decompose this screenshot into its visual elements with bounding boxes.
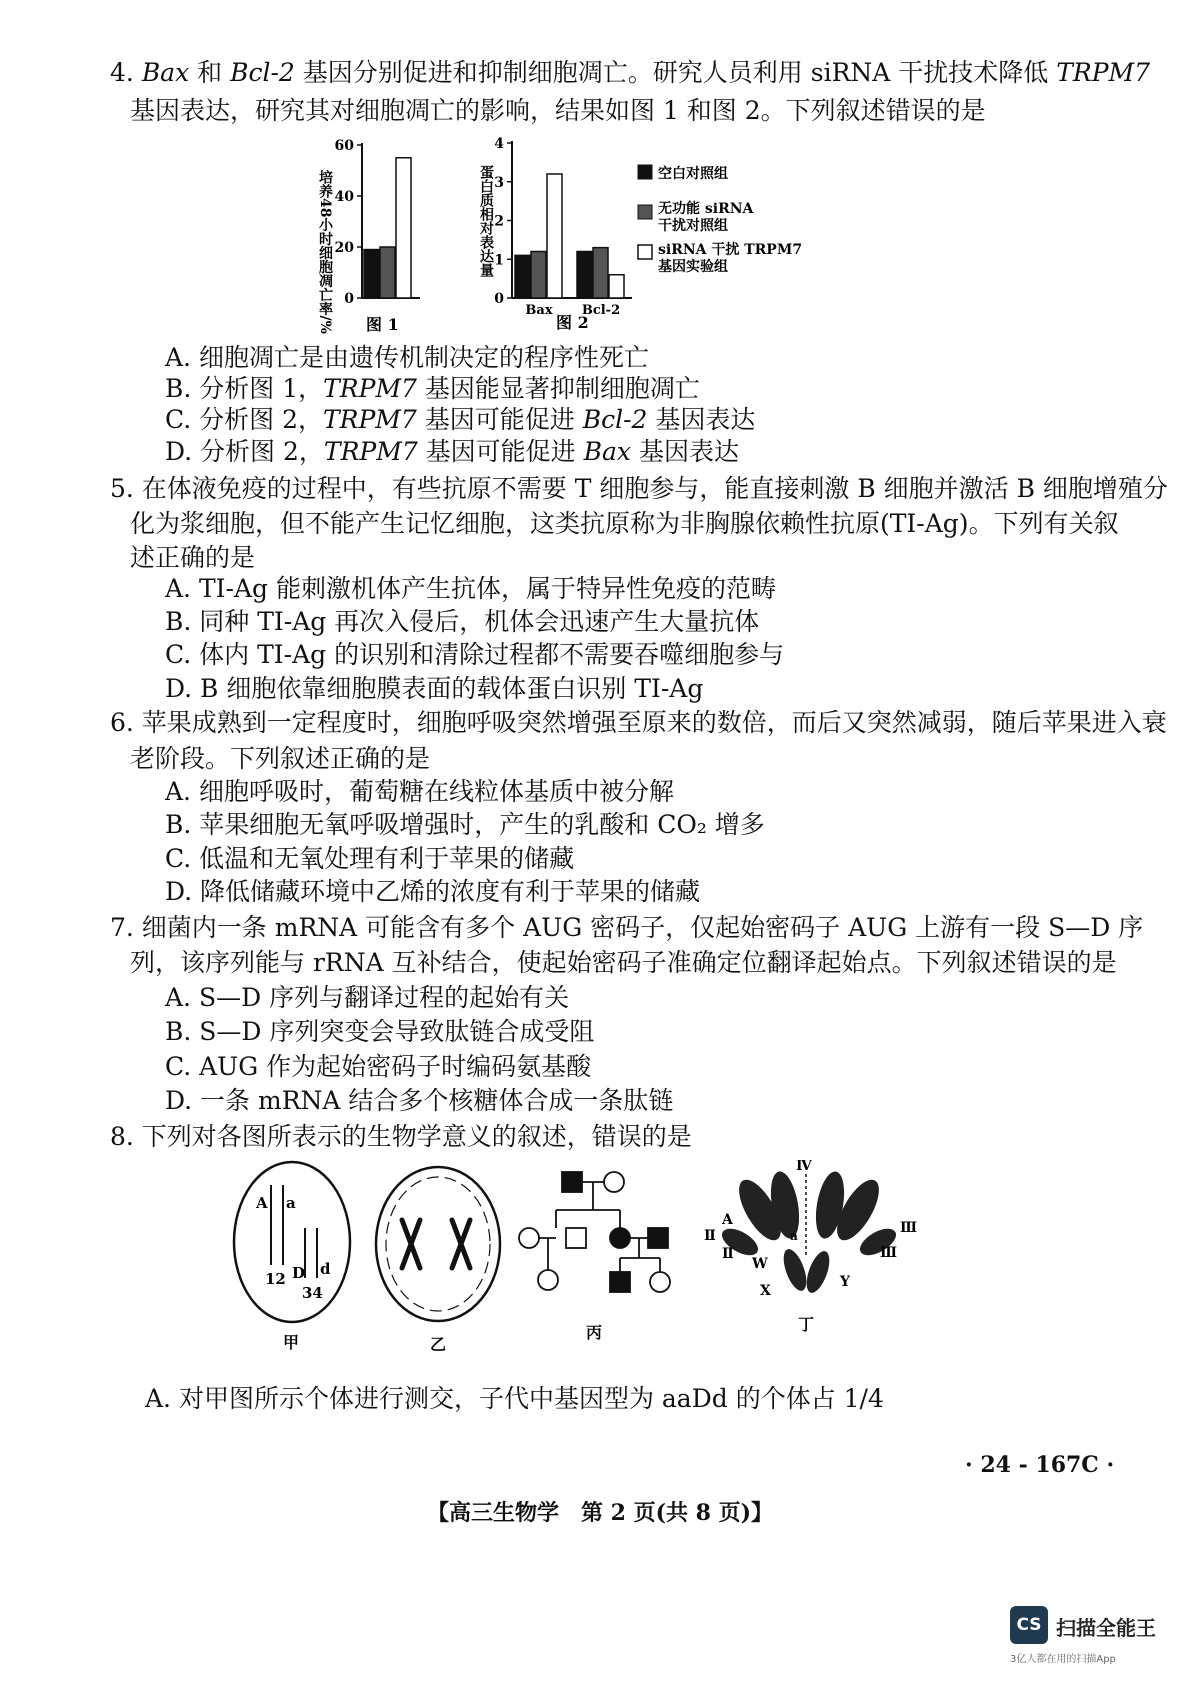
q5-option-a: A. TI-Ag 能刺激机体产生抗体，属于特异性免疫的范畴	[165, 574, 776, 603]
x-category-label: Bax	[525, 303, 553, 318]
q5-stem-line2: 化为浆细胞，但不能产生记忆细胞，这类抗原称为非胸腺依赖性抗原(TI-Ag)。下列有关叙	[130, 509, 1119, 538]
yi-inner-outline	[386, 1177, 490, 1311]
q5-stem-line3: 述正确的是	[130, 543, 256, 572]
q6-stem-line1: 6. 苹果成熟到一定程度时，细胞呼吸突然增强至原来的数倍，而后又突然减弱，随后苹果进入衰	[110, 708, 1167, 737]
legend-swatch-sirna-trpm7	[638, 245, 652, 259]
yi-chromosome-right	[452, 1220, 470, 1268]
bar	[364, 250, 379, 298]
fig1-ylabel: 培养48小时细胞凋亡率/%	[317, 170, 333, 334]
q7-stem-line2: 列，该序列能与 rRNA 互补结合，使起始密码子准确定位翻译起始点。下列叙述错误的是	[130, 948, 1117, 977]
q5-option-c: C. 体内 TI-Ag 的识别和清除过程都不需要吞噬细胞参与	[165, 640, 785, 669]
bing-caption: 丙	[586, 1323, 603, 1342]
y-tick-label: 3	[494, 174, 504, 191]
q6-option-d: D. 降低储藏环境中乙烯的浓度有利于苹果的储藏	[165, 877, 701, 906]
q6-option-a: A. 细胞呼吸时，葡萄糖在线粒体基质中被分解	[165, 777, 674, 806]
q4-option-c: C. 分析图 2，TRPM7 基因可能促进 Bcl-2 基因表达	[165, 405, 756, 434]
q4-figures	[0, 0, 1200, 340]
scanner-watermark	[1010, 1606, 1180, 1666]
ding-label-W: W	[752, 1256, 768, 1272]
ding-label-III-inner: Ⅲ	[880, 1245, 898, 1261]
bar	[396, 158, 411, 298]
y-tick-label: 0	[344, 291, 354, 307]
ding-label-III-right: Ⅲ	[900, 1220, 918, 1236]
ding-label-X: X	[760, 1283, 771, 1299]
y-tick-label: 20	[334, 240, 354, 256]
legend-label-blank-control: 空白对照组	[658, 166, 728, 182]
q8-stem: 8. 下列对各图所表示的生物学意义的叙述，错误的是	[110, 1122, 692, 1151]
q4-option-d: D. 分析图 2，TRPM7 基因可能促进 Bax 基因表达	[165, 437, 739, 466]
ding-label-Y: Y	[840, 1274, 850, 1290]
q7-option-b: B. S—D 序列突变会导致肽链合成受阻	[165, 1017, 595, 1046]
figure-2	[478, 136, 632, 332]
ding-caption: 丁	[798, 1315, 815, 1334]
q5-option-b: B. 同种 TI-Ag 再次入侵后，机体会迅速产生大量抗体	[165, 607, 760, 636]
q6-option-c: C. 低温和无氧处理有利于苹果的储藏	[165, 844, 575, 873]
ding-label-II-inner: Ⅱ	[722, 1246, 734, 1262]
bar	[547, 174, 562, 298]
legend-label-sirna-trpm7-2: 基因实验组	[658, 259, 728, 275]
fig-yi-cell	[376, 1167, 500, 1354]
q7-stem-line1: 7. 细菌内一条 mRNA 可能含有多个 AUG 密码子，仅起始密码子 AUG 上游有一段 S—D 序	[110, 913, 1144, 942]
bing-gen1-female	[604, 1172, 624, 1192]
ding-chrom-8	[802, 1248, 834, 1296]
ding-label-A: A	[722, 1212, 733, 1228]
figure-1	[317, 138, 420, 334]
y-tick-label: 4	[494, 136, 504, 152]
y-tick-label: 0	[494, 291, 504, 307]
jia-cell-outline	[234, 1162, 350, 1322]
bing-gen3-female-right	[650, 1272, 670, 1292]
fig-jia-cell	[234, 1162, 350, 1352]
bar	[380, 247, 395, 298]
q8-option-a: A. 对甲图所示个体进行测交，子代中基因型为 aaDd 的个体占 1/4	[145, 1384, 884, 1413]
bing-gen2-male-unaffected	[566, 1228, 586, 1248]
q6-stem-line2: 老阶段。下列叙述正确的是	[130, 744, 431, 773]
q5-option-d: D. B 细胞依靠细胞膜表面的载体蛋白识别 TI-Ag	[165, 674, 704, 703]
watermark-name: 扫描全能王	[1056, 1616, 1156, 1640]
y-tick-label: 60	[334, 138, 354, 154]
bing-gen3-female-left	[538, 1270, 558, 1290]
paper-code: · 24 - 167C ·	[965, 1452, 1115, 1478]
ding-label-IV: Ⅳ	[796, 1160, 812, 1174]
jia-label-A: A	[256, 1194, 268, 1212]
yi-chromosome-left	[402, 1220, 420, 1268]
bing-gen2-male-affected-right	[648, 1228, 668, 1248]
q4-stem-line1: 4. Bax 和 Bcl-2 基因分别促进和抑制细胞凋亡。研究人员利用 siRNA 干扰技术降低 TRPM7	[110, 58, 1151, 87]
fig-ding-chromosomes	[704, 1160, 917, 1334]
watermark-tagline: 3亿人都在用的扫描App	[1010, 1654, 1116, 1665]
y-tick-label: 2	[494, 213, 504, 230]
bar	[515, 255, 530, 298]
jia-label-34: 34	[302, 1284, 323, 1302]
jia-label-a: a	[286, 1194, 296, 1212]
legend-label-nonfunctional-sirna-1: 无功能 siRNA	[658, 201, 754, 217]
bar	[593, 248, 608, 298]
legend-swatch-blank-control	[638, 165, 652, 179]
yi-caption: 乙	[430, 1335, 447, 1354]
q4-option-b: B. 分析图 1，TRPM7 基因能显著抑制细胞凋亡	[165, 374, 700, 403]
q7-option-c: C. AUG 作为起始密码子时编码氨基酸	[165, 1052, 592, 1081]
chart-legend	[638, 165, 802, 275]
q4-option-a: A. 细胞凋亡是由遗传机制决定的程序性死亡	[165, 343, 649, 372]
q5-stem-line1: 5. 在体液免疫的过程中，有些抗原不需要 T 细胞参与，能直接刺激 B 细胞并激活 B 细胞增殖分	[110, 474, 1168, 503]
x-category-label: Bcl-2	[581, 303, 621, 318]
bing-gen3-male-affected	[610, 1272, 630, 1292]
fig-bing-pedigree	[519, 1172, 670, 1292]
q6-option-b: B. 苹果细胞无氧呼吸增强时，产生的乳酸和 CO₂ 增多	[165, 810, 765, 839]
bing-gen1-male-affected	[562, 1172, 582, 1192]
q8-figures	[0, 1160, 1200, 1360]
bing-gen2-female-left	[519, 1228, 539, 1248]
fig2-ylabel: 蛋白质相对表达量	[478, 165, 494, 277]
y-tick-label: 1	[494, 252, 504, 269]
jia-label-D: D	[292, 1264, 306, 1282]
bar	[577, 252, 592, 299]
bar	[531, 252, 546, 299]
jia-label-12: 12	[265, 1270, 286, 1288]
jia-label-d: d	[320, 1260, 331, 1278]
fig1-caption: 图 1	[366, 315, 399, 334]
ding-label-II-left: Ⅱ	[704, 1228, 716, 1244]
jia-caption: 甲	[283, 1333, 300, 1352]
y-tick-label: 40	[334, 189, 354, 205]
bing-gen2-female-affected	[610, 1228, 630, 1248]
bar	[609, 275, 624, 298]
legend-label-sirna-trpm7-1: siRNA 干扰 TRPM7	[658, 242, 803, 258]
q7-option-a: A. S—D 序列与翻译过程的起始有关	[165, 983, 570, 1012]
q4-stem-line2: 基因表达，研究其对细胞凋亡的影响，结果如图 1 和图 2。下列叙述错误的是	[130, 96, 986, 125]
ding-label-a: a	[790, 1229, 798, 1243]
legend-label-nonfunctional-sirna-2: 干扰对照组	[658, 218, 728, 234]
q7-option-d: D. 一条 mRNA 结合多个核糖体合成一条肽链	[165, 1086, 674, 1115]
camscanner-logo-icon: CS	[1010, 1606, 1048, 1644]
legend-swatch-nonfunctional-sirna	[638, 205, 652, 219]
page-footer: 【高三生物学 第 2 页(共 8 页)】	[426, 1500, 774, 1526]
fig2-caption: 图 2	[556, 313, 589, 332]
yi-cell-outline	[376, 1167, 500, 1321]
